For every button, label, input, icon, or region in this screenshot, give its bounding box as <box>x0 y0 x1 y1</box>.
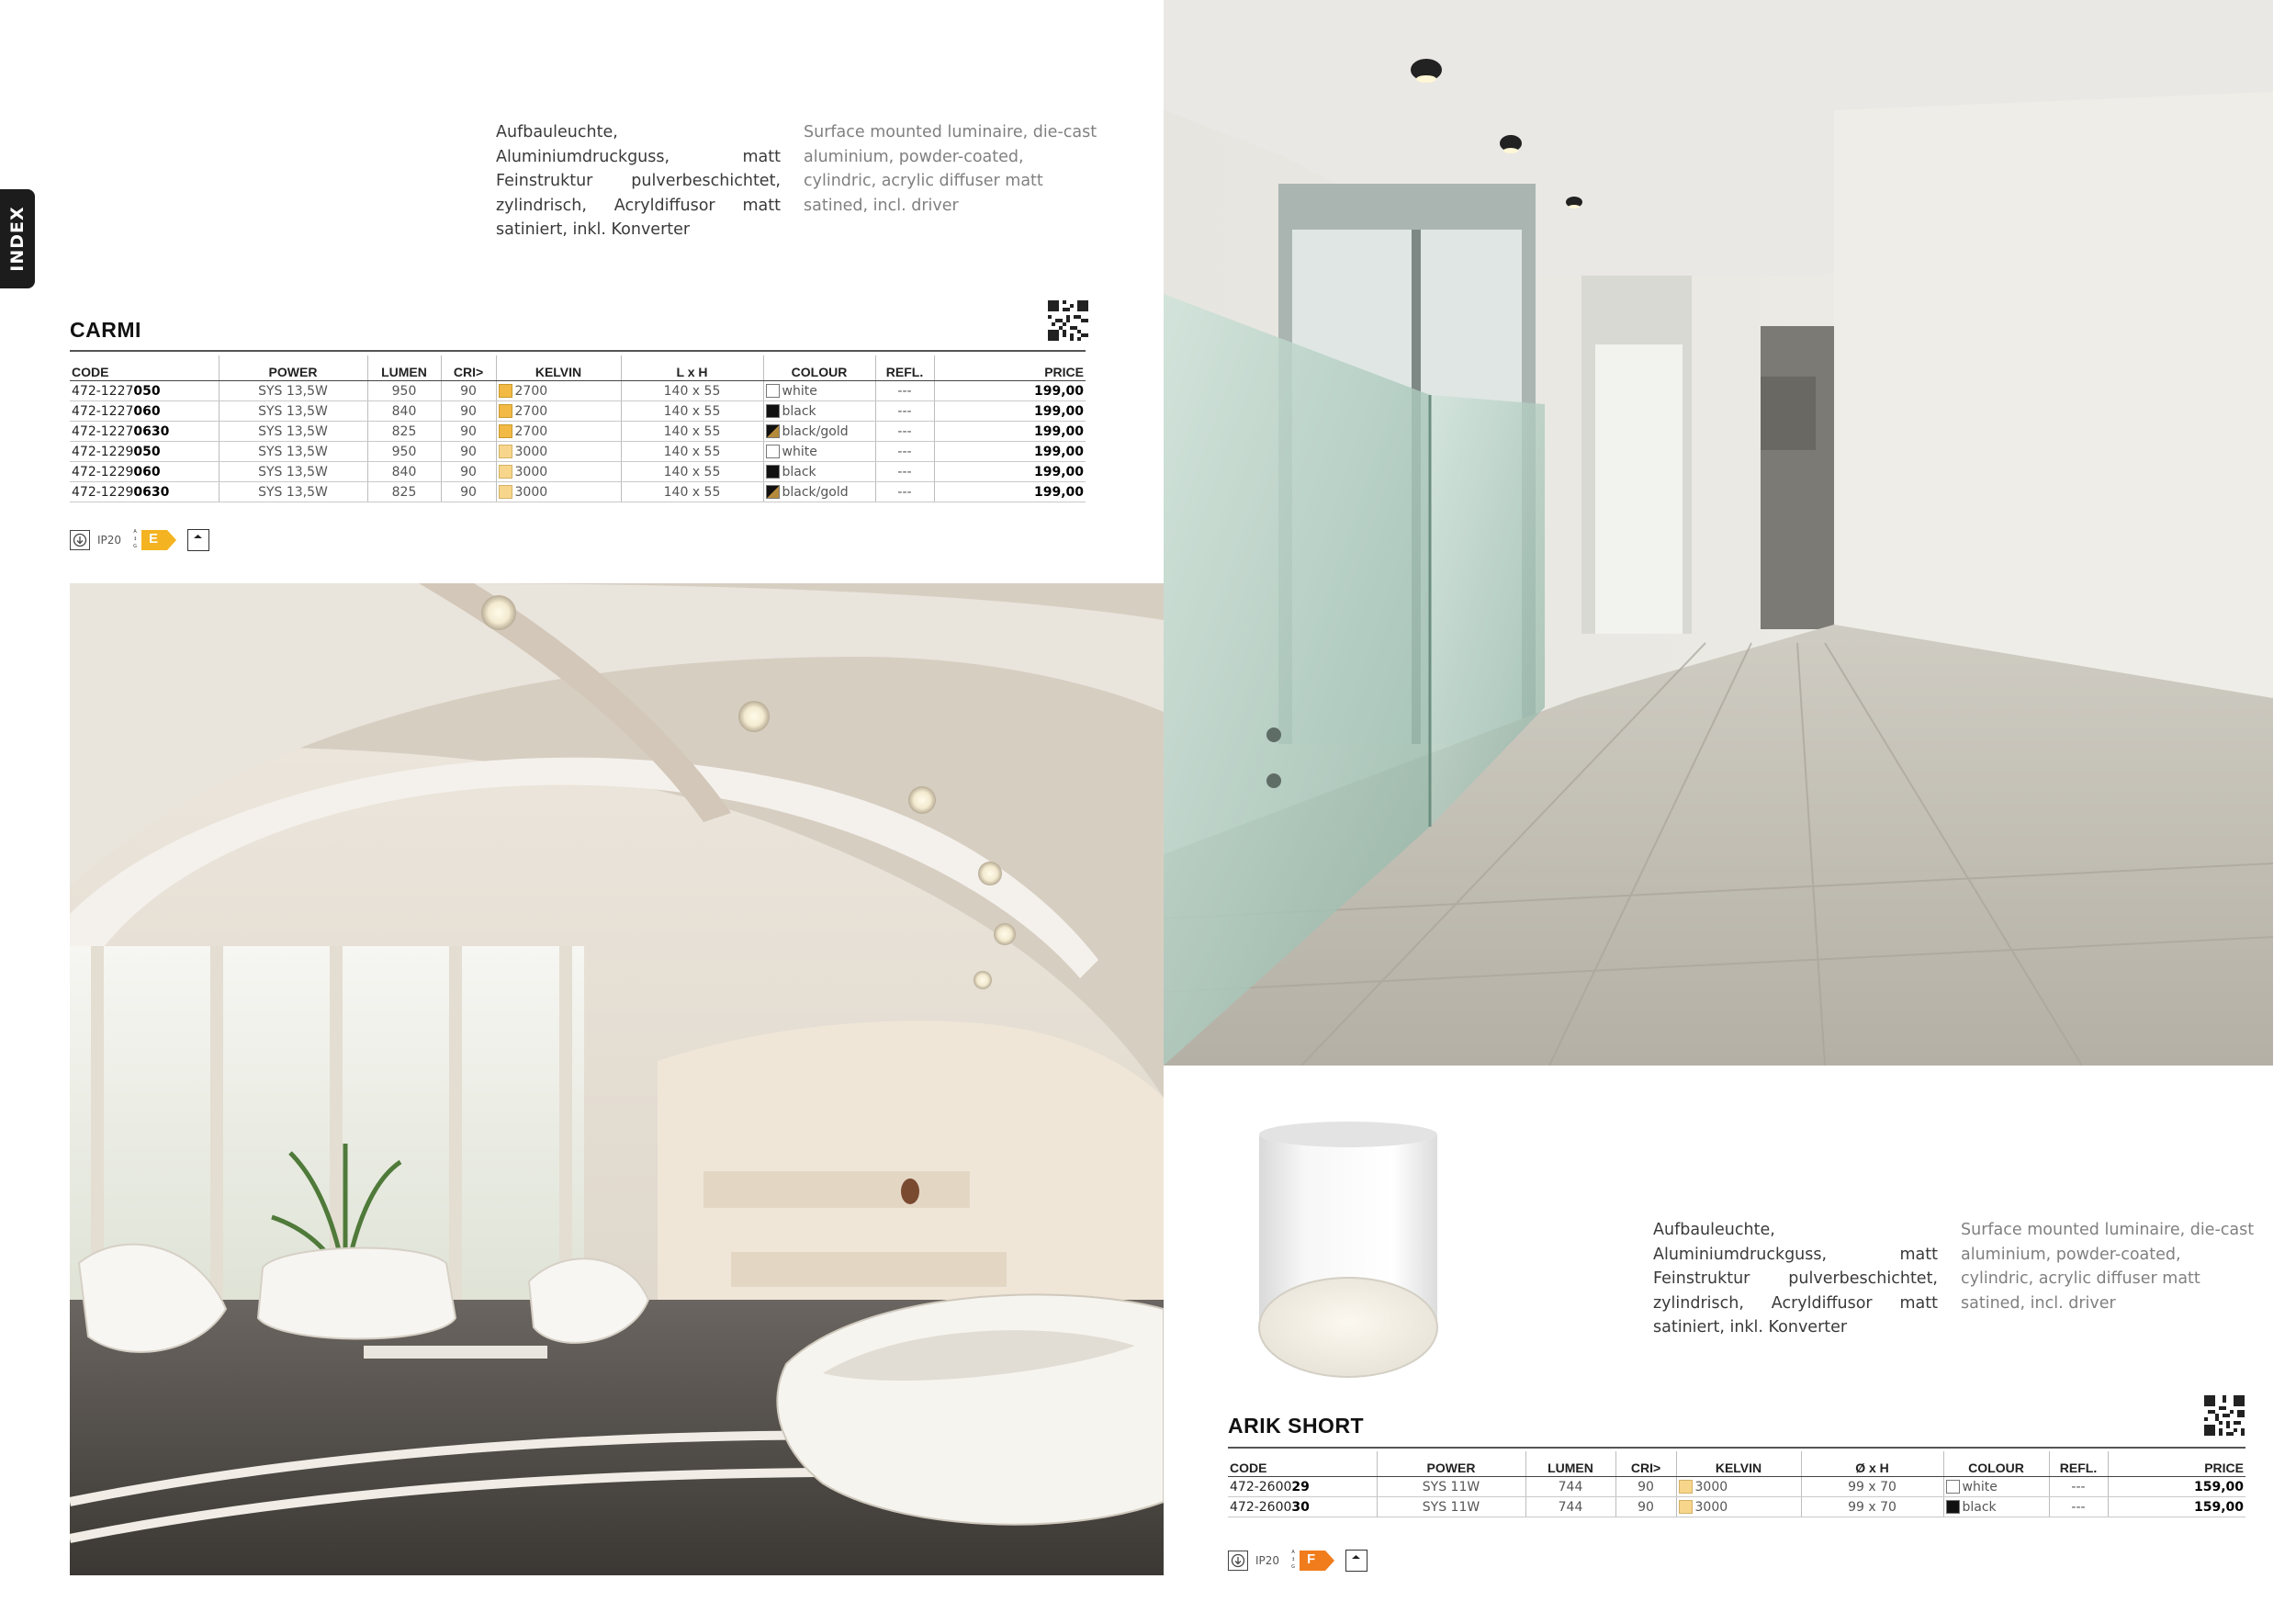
table-row[interactable] <box>1228 1477 2245 1497</box>
price-cell: 199,00 <box>934 442 1086 462</box>
dimensions-cell: 140 x 55 <box>621 381 763 401</box>
colour-swatch-white-icon <box>766 445 780 458</box>
table-row[interactable] <box>1228 1497 2245 1517</box>
product-code: 472-12290630 <box>70 482 219 502</box>
header-dimensions: L x H <box>621 355 763 381</box>
kelvin-swatch-icon <box>499 384 512 398</box>
price-cell: 199,00 <box>934 482 1086 502</box>
cri-cell: 90 <box>1615 1477 1676 1497</box>
hallway-photo <box>1164 0 2273 1066</box>
reflector-cell: --- <box>875 422 934 442</box>
power-cell: SYS 13,5W <box>219 442 367 462</box>
carmi-description-en: Surface mounted luminaire, die-cast aluminium, powder-coated, cylindric, acrylic diffuser matt satined, incl. driver <box>804 123 1097 215</box>
kelvin-cell: 3000 <box>496 462 621 482</box>
surface-mount-icon <box>1345 1550 1367 1572</box>
dimensions-cell: 140 x 55 <box>621 482 763 502</box>
surface-mount-icon <box>187 529 209 551</box>
table-row[interactable] <box>70 462 1086 482</box>
energy-class-letter: E <box>149 531 159 547</box>
dimensions-cell: 140 x 55 <box>621 401 763 422</box>
colour-swatch-white-icon <box>766 384 780 398</box>
reflector-cell: --- <box>875 482 934 502</box>
colour-swatch-black-gold-icon <box>766 424 780 438</box>
kelvin-swatch-icon <box>1679 1500 1693 1514</box>
dimensions-cell: 140 x 55 <box>621 422 763 442</box>
power-cell: SYS 11W <box>1377 1497 1525 1517</box>
kelvin-swatch-icon <box>499 445 512 458</box>
price-cell: 199,00 <box>934 381 1086 401</box>
table-row[interactable] <box>70 442 1086 462</box>
carmi-qr-code-icon[interactable] <box>1048 300 1088 341</box>
kelvin-cell: 2700 <box>496 381 621 401</box>
arik-short-product-image <box>1224 1116 1472 1392</box>
cri-cell: 90 <box>1615 1497 1676 1517</box>
carmi-product-table <box>70 355 1086 502</box>
arik-product-table <box>1228 1451 2245 1517</box>
lumen-cell: 950 <box>367 442 441 462</box>
dimensions-cell: 140 x 55 <box>621 442 763 462</box>
kelvin-cell: 3000 <box>496 442 621 462</box>
ip-rating-label: IP20 <box>97 534 122 547</box>
kelvin-cell: 3000 <box>1676 1497 1801 1517</box>
colour-cell: black <box>1943 1497 2049 1517</box>
lumen-cell: 825 <box>367 482 441 502</box>
power-cell: SYS 13,5W <box>219 401 367 422</box>
arik-title-rule <box>1228 1447 2245 1449</box>
price-cell: 199,00 <box>934 422 1086 442</box>
header-reflector: REFL. <box>875 355 934 381</box>
header-price: PRICE <box>934 355 1086 381</box>
header-cri: CRI> <box>1615 1451 1676 1477</box>
power-cell: SYS 13,5W <box>219 422 367 442</box>
price-cell: 159,00 <box>2108 1497 2245 1517</box>
dimensions-cell: 140 x 55 <box>621 462 763 482</box>
product-code: 472-1227060 <box>70 401 219 422</box>
product-code: 472-1227050 <box>70 381 219 401</box>
energy-class-letter: F <box>1307 1551 1316 1567</box>
reflector-cell: --- <box>2049 1477 2108 1497</box>
colour-cell: black/gold <box>763 482 875 502</box>
arik-feature-icons <box>1228 1549 1367 1573</box>
colour-swatch-white-icon <box>1946 1480 1960 1494</box>
power-cell: SYS 13,5W <box>219 482 367 502</box>
lumen-cell: 840 <box>367 462 441 482</box>
carmi-title-rule <box>70 350 1086 352</box>
reflector-cell: --- <box>875 381 934 401</box>
arik-table-header <box>1228 1451 2245 1477</box>
carmi-description-de: Aufbauleuchte, Aluminiumdruckguss, matt Feinstruktur pulverbeschichtet, zylindrisch, Acryldiffusor matt satiniert, inkl. Konverter <box>496 123 781 239</box>
header-reflector: REFL. <box>2049 1451 2108 1477</box>
arik-qr-code-icon[interactable] <box>2204 1395 2245 1436</box>
price-cell: 199,00 <box>934 401 1086 422</box>
colour-cell: black <box>763 401 875 422</box>
colour-swatch-black-gold-icon <box>766 485 780 499</box>
lumen-cell: 950 <box>367 381 441 401</box>
table-row[interactable] <box>70 482 1086 502</box>
kelvin-swatch-icon <box>499 465 512 479</box>
arik-description-de: Aufbauleuchte, Aluminiumdruckguss, matt Feinstruktur pulverbeschichtet, zylindrisch, Acryldiffusor matt satiniert, inkl. Konverter <box>1653 1221 1938 1336</box>
arik-title: ARIK SHORT <box>1228 1414 1365 1438</box>
colour-cell: white <box>1943 1477 2049 1497</box>
carmi-table-header <box>70 355 1086 381</box>
colour-cell: black/gold <box>763 422 875 442</box>
arik-description-en: Surface mounted luminaire, die-cast aluminium, powder-coated, cylindric, acrylic diffuser matt satined, incl. driver <box>1961 1221 2255 1313</box>
lumen-cell: 840 <box>367 401 441 422</box>
kelvin-swatch-icon <box>499 424 512 438</box>
power-cell: SYS 13,5W <box>219 381 367 401</box>
dimmable-icon <box>70 530 90 550</box>
header-kelvin: KELVIN <box>496 355 621 381</box>
price-cell: 199,00 <box>934 462 1086 482</box>
kelvin-cell: 2700 <box>496 422 621 442</box>
living-room-photo <box>70 583 1164 1575</box>
header-power: POWER <box>219 355 367 381</box>
table-row[interactable] <box>70 401 1086 422</box>
kelvin-cell: 3000 <box>1676 1477 1801 1497</box>
header-kelvin: KELVIN <box>1676 1451 1801 1477</box>
cri-cell: 90 <box>441 381 496 401</box>
cri-cell: 90 <box>441 401 496 422</box>
header-lumen: LUMEN <box>1525 1451 1615 1477</box>
reflector-cell: --- <box>875 442 934 462</box>
kelvin-cell: 2700 <box>496 401 621 422</box>
price-cell: 159,00 <box>2108 1477 2245 1497</box>
header-colour: COLOUR <box>763 355 875 381</box>
kelvin-swatch-icon <box>499 485 512 499</box>
colour-cell: white <box>763 381 875 401</box>
table-row[interactable] <box>70 381 1086 401</box>
colour-swatch-black-icon <box>766 465 780 479</box>
energy-label-icon: A ↕ G F <box>1289 1549 1334 1573</box>
kelvin-cell: 3000 <box>496 482 621 502</box>
header-power: POWER <box>1377 1451 1525 1477</box>
power-cell: SYS 13,5W <box>219 462 367 482</box>
header-lumen: LUMEN <box>367 355 441 381</box>
dimensions-cell: 99 x 70 <box>1801 1497 1943 1517</box>
header-colour: COLOUR <box>1943 1451 2049 1477</box>
dimmable-icon <box>1228 1551 1248 1571</box>
product-code: 472-1229050 <box>70 442 219 462</box>
colour-swatch-black-icon <box>766 404 780 418</box>
table-row[interactable] <box>70 422 1086 442</box>
ip-rating-label: IP20 <box>1255 1554 1280 1567</box>
cri-cell: 90 <box>441 482 496 502</box>
power-cell: SYS 11W <box>1377 1477 1525 1497</box>
index-tab[interactable] <box>0 189 35 288</box>
reflector-cell: --- <box>875 401 934 422</box>
header-dimensions: Ø x H <box>1801 1451 1943 1477</box>
header-code: CODE <box>70 355 219 381</box>
product-code: 472-260029 <box>1228 1477 1377 1497</box>
energy-label-icon: A ↕ G E <box>130 528 176 552</box>
cri-cell: 90 <box>441 462 496 482</box>
carmi-title: CARMI <box>70 318 141 342</box>
cri-cell: 90 <box>441 422 496 442</box>
reflector-cell: --- <box>2049 1497 2108 1517</box>
dimensions-cell: 99 x 70 <box>1801 1477 1943 1497</box>
lumen-cell: 825 <box>367 422 441 442</box>
cri-cell: 90 <box>441 442 496 462</box>
lumen-cell: 744 <box>1525 1477 1615 1497</box>
lumen-cell: 744 <box>1525 1497 1615 1517</box>
product-code: 472-12270630 <box>70 422 219 442</box>
kelvin-swatch-icon <box>1679 1480 1693 1494</box>
index-tab-label: INDEX <box>7 206 28 272</box>
carmi-feature-icons <box>70 528 209 552</box>
header-cri: CRI> <box>441 355 496 381</box>
kelvin-swatch-icon <box>499 404 512 418</box>
colour-swatch-black-icon <box>1946 1500 1960 1514</box>
product-code: 472-1229060 <box>70 462 219 482</box>
header-price: PRICE <box>2108 1451 2245 1477</box>
product-code: 472-260030 <box>1228 1497 1377 1517</box>
header-code: CODE <box>1228 1451 1377 1477</box>
colour-cell: white <box>763 442 875 462</box>
colour-cell: black <box>763 462 875 482</box>
reflector-cell: --- <box>875 462 934 482</box>
